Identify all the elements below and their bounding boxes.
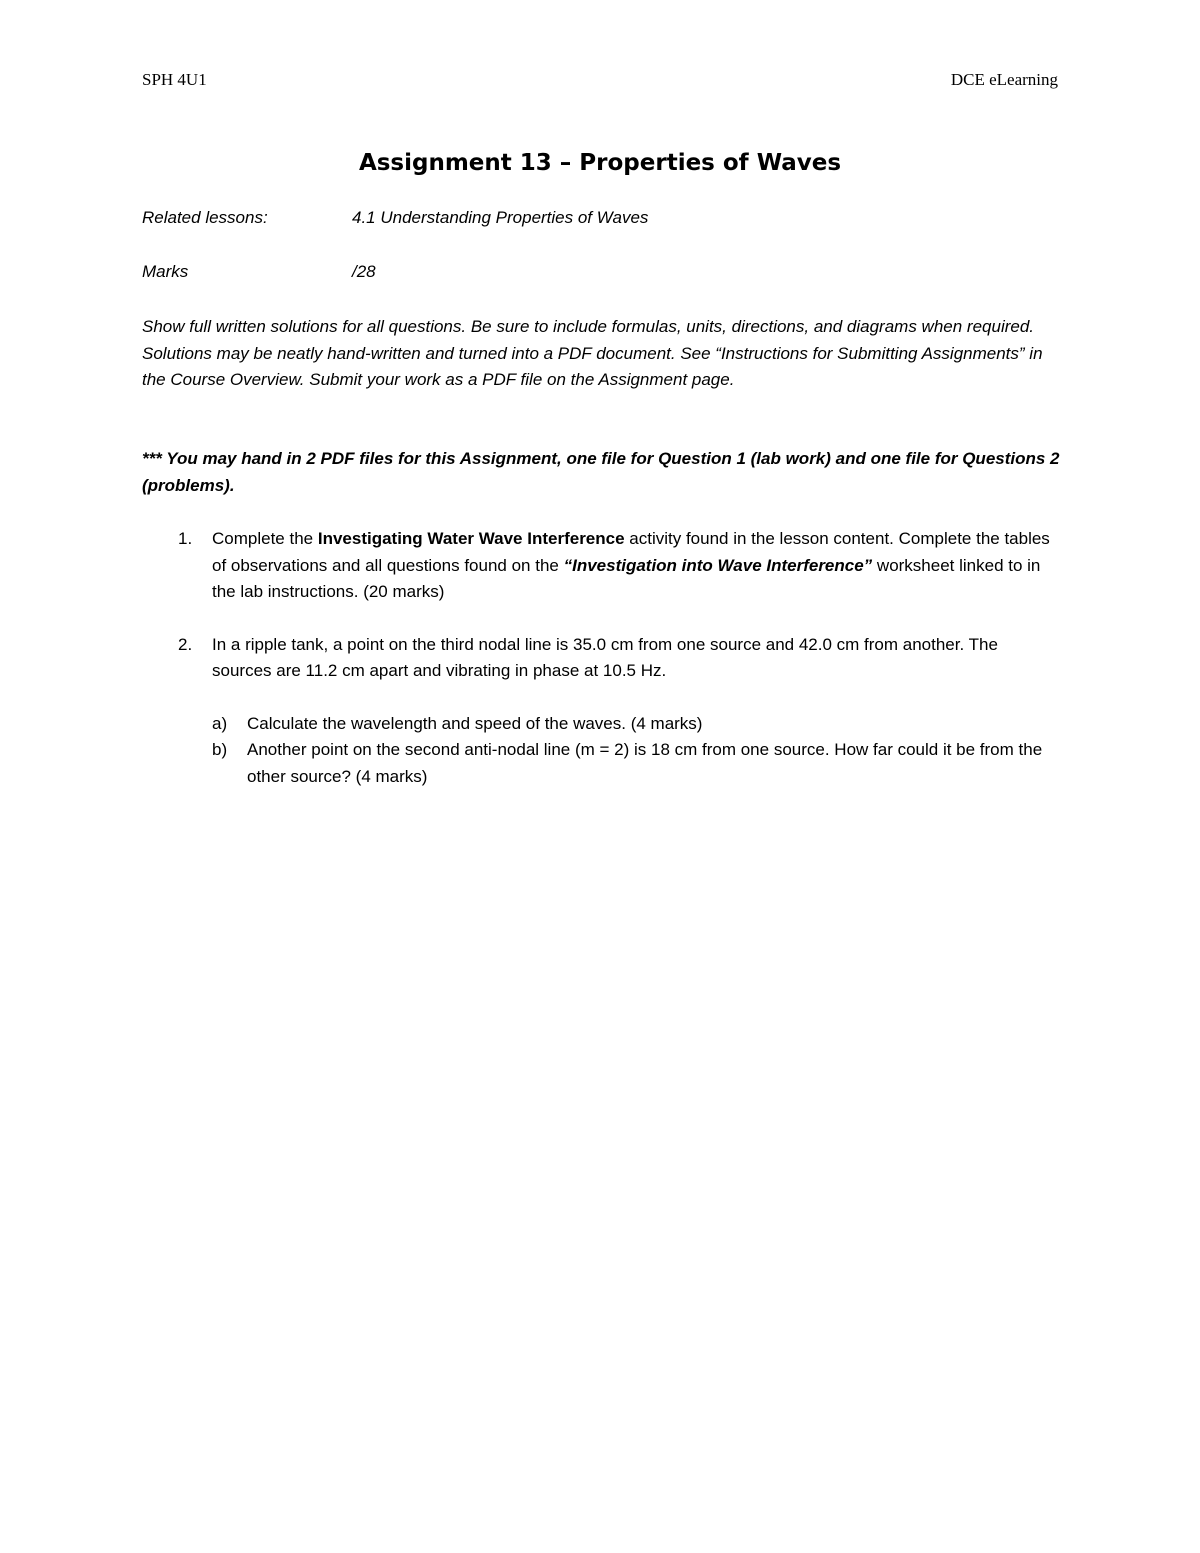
worksheet-name: “Investigation into Wave Interference” xyxy=(563,555,873,575)
related-lessons-label: Related lessons: xyxy=(142,208,268,227)
activity-name: Investigating Water Wave Interference xyxy=(317,529,625,548)
subpart-list xyxy=(212,711,1060,791)
question-text: In a ripple tank, a point on the third nodal line is 35.0 cm from one source and 42.0 cm from another. The sources are 11.2 cm apart and vibrating in phase at 10.5 Hz. xyxy=(212,634,998,680)
question-1 xyxy=(142,526,1060,606)
course-code: SPH 4U1 xyxy=(142,70,207,89)
subpart-b xyxy=(212,737,1060,790)
marks-label: Marks xyxy=(142,262,189,281)
page-header xyxy=(142,70,1058,94)
instructions-paragraph: Show full written solutions for all questions. Be sure to include formulas, units, directions, and diagrams when required. Solutions may be neatly hand-written and turned into a PDF document. See “Instructions for Submitting Assignments” in the Course Overview. Submit your work as a PDF file on the Assignment page. xyxy=(142,317,1043,389)
marks-value: /28 xyxy=(352,262,376,281)
provider-name: DCE eLearning xyxy=(950,70,1058,89)
subpart-a xyxy=(212,711,1060,738)
submission-note: *** You may hand in 2 PDF files for this Assignment, one file for Question 1 (lab work) and one file for Questions 2 (problems). xyxy=(142,449,1060,495)
question-text: activity found in the lesson content. Complete the tables of observations and all questions found on the xyxy=(212,529,1050,575)
subpart-text: Calculate the wavelength and speed of the waves. (4 marks) xyxy=(247,713,703,733)
subpart-letter: a) xyxy=(212,713,228,733)
question-number: 2. xyxy=(178,634,193,654)
marks-row xyxy=(142,262,376,282)
question-text: worksheet linked to in the lab instructions. (20 marks) xyxy=(212,555,1041,601)
subpart-letter: b) xyxy=(212,740,228,759)
question-list xyxy=(142,526,1060,790)
related-lessons-value: 4.1 Understanding Properties of Waves xyxy=(352,208,649,227)
page-title: Assignment 13 – Properties of Waves xyxy=(358,150,842,176)
related-lessons-row xyxy=(142,208,648,228)
question-text: Complete the xyxy=(212,529,318,548)
subpart-text: Another point on the second anti-nodal line (m = 2) is 18 cm from one source. How far could it be from the other source? (4 marks) xyxy=(247,740,1043,786)
question-2 xyxy=(142,632,1060,791)
question-number: 1. xyxy=(178,529,193,548)
